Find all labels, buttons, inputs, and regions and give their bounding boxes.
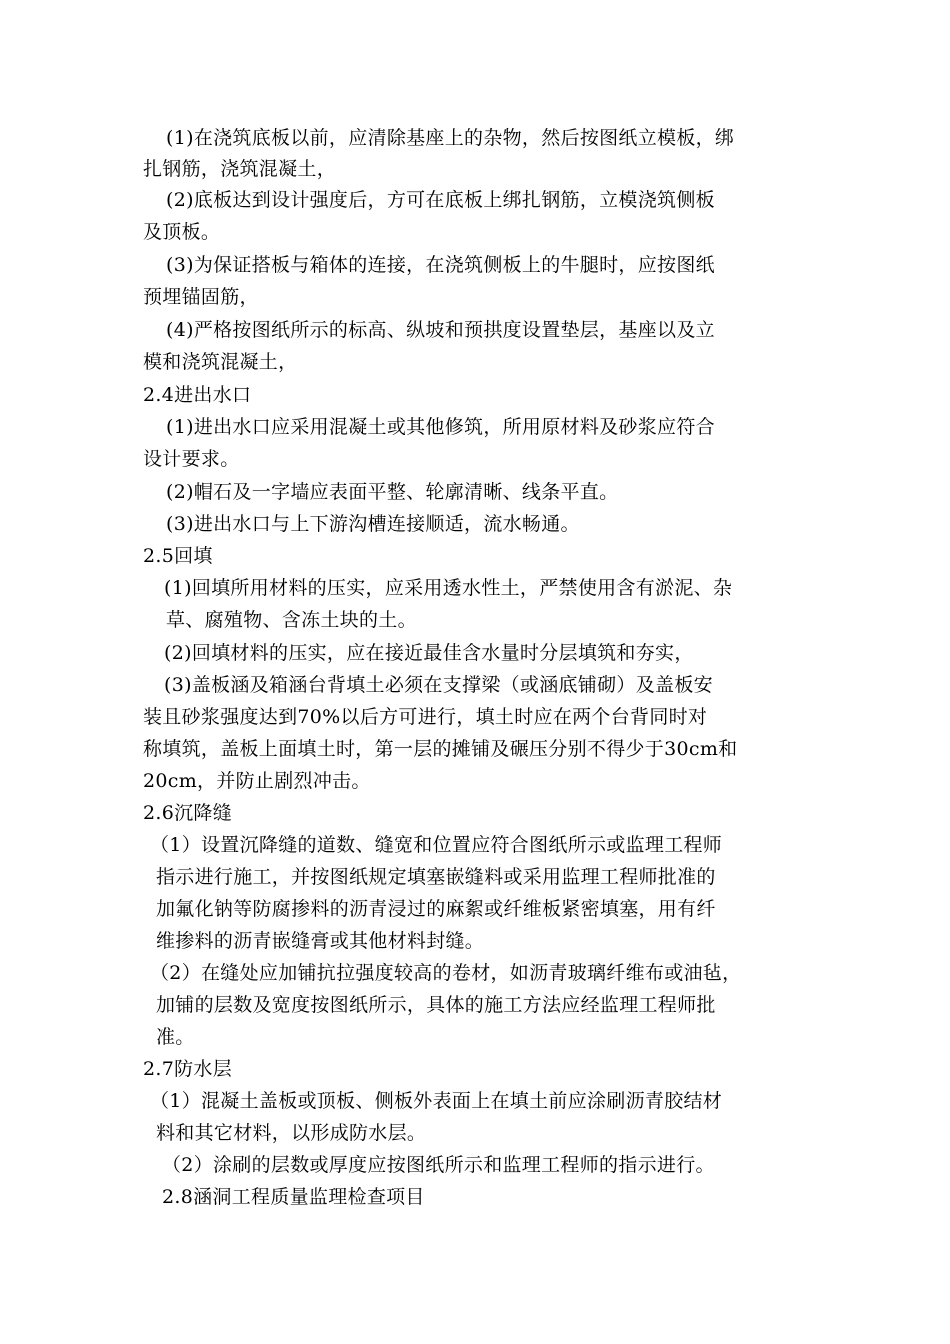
text-line: (4)严格按图纸所示的标高、纵坡和预拱度设置垫层，基座以及立 xyxy=(166,319,715,341)
text-line: (2)底板达到设计强度后，方可在底板上绑扎钢筋，立模浇筑侧板 xyxy=(166,189,715,211)
text-line: （1）混凝土盖板或顶板、侧板外表面上在填土前应涂刷沥青胶结材 xyxy=(150,1090,723,1112)
text-line: 料和其它材料，以形成防水层。 xyxy=(156,1122,427,1144)
text-line: 称填筑，盖板上面填土时，第一层的摊铺及碾压分别不得少于30cm和 xyxy=(143,738,738,760)
text-line: （2）涂刷的层数或厚度应按图纸所示和监理工程师的指示进行。 xyxy=(162,1154,715,1176)
text-line: (2)回填材料的压实，应在接近最佳含水量时分层填筑和夯实， xyxy=(164,642,694,664)
text-line: (1)回填所用材料的压实，应采用透水性土，严禁使用含有淤泥、杂 xyxy=(164,577,733,599)
text-line: 及顶板。 xyxy=(143,221,221,243)
text-line: 维掺料的沥青嵌缝膏或其他材料封缝。 xyxy=(156,930,485,952)
text-line: 加氟化钠等防腐掺料的沥青浸过的麻絮或纤维板紧密填塞，用有纤 xyxy=(156,898,716,920)
text-line: (3)进出水口与上下游沟槽连接顺适，流水畅通。 xyxy=(166,513,580,535)
text-line: (3)为保证搭板与箱体的连接，在浇筑侧板上的牛腿时，应按图纸 xyxy=(166,254,715,276)
text-line: 准。 xyxy=(156,1026,195,1048)
text-line: 加铺的层数及宽度按图纸所示，具体的施工方法应经监理工程师批 xyxy=(156,994,716,1016)
text-line: 设计要求。 xyxy=(143,448,240,470)
text-line: 扎钢筋，浇筑混凝土， xyxy=(143,158,337,180)
text-line: (1)在浇筑底板以前，应清除基座上的杂物，然后按图纸立模板，绑 xyxy=(166,127,735,149)
section-heading: 2.5回填 xyxy=(143,545,213,567)
text-line: 20cm，并防止剧烈冲击。 xyxy=(143,770,371,792)
text-line: （2）在缝处应加铺抗拉强度较高的卷材，如沥青玻璃纤维布或油毡， xyxy=(150,962,742,984)
text-line: 模和浇筑混凝土， xyxy=(143,351,298,373)
text-line: （1）设置沉降缝的道数、缝宽和位置应符合图纸所示或监理工程师 xyxy=(150,834,723,856)
text-line: (2)帽石及一字墙应表面平整、轮廓清晰、线条平直。 xyxy=(166,481,619,503)
text-line: 预埋锚固筋， xyxy=(143,286,259,308)
text-line: 装且砂浆强度达到70%以后方可进行，填土时应在两个台背同时对 xyxy=(143,706,708,728)
text-line: 指示进行施工，并按图纸规定填塞嵌缝料或采用监理工程师批准的 xyxy=(156,866,716,888)
text-line: 草、腐殖物、含冻土块的土。 xyxy=(166,609,417,631)
section-heading: 2.4进出水口 xyxy=(143,384,252,406)
text-line: (1)进出水口应采用混凝土或其他修筑，所用原材料及砂浆应符合 xyxy=(166,416,715,438)
section-heading: 2.6沉降缝 xyxy=(143,802,233,824)
section-heading: 2.8涵洞工程质量监理检查项目 xyxy=(162,1186,425,1208)
text-line: (3)盖板涵及箱涵台背填土必须在支撑梁（或涵底铺砌）及盖板安 xyxy=(164,674,713,696)
section-heading: 2.7防水层 xyxy=(143,1058,233,1080)
